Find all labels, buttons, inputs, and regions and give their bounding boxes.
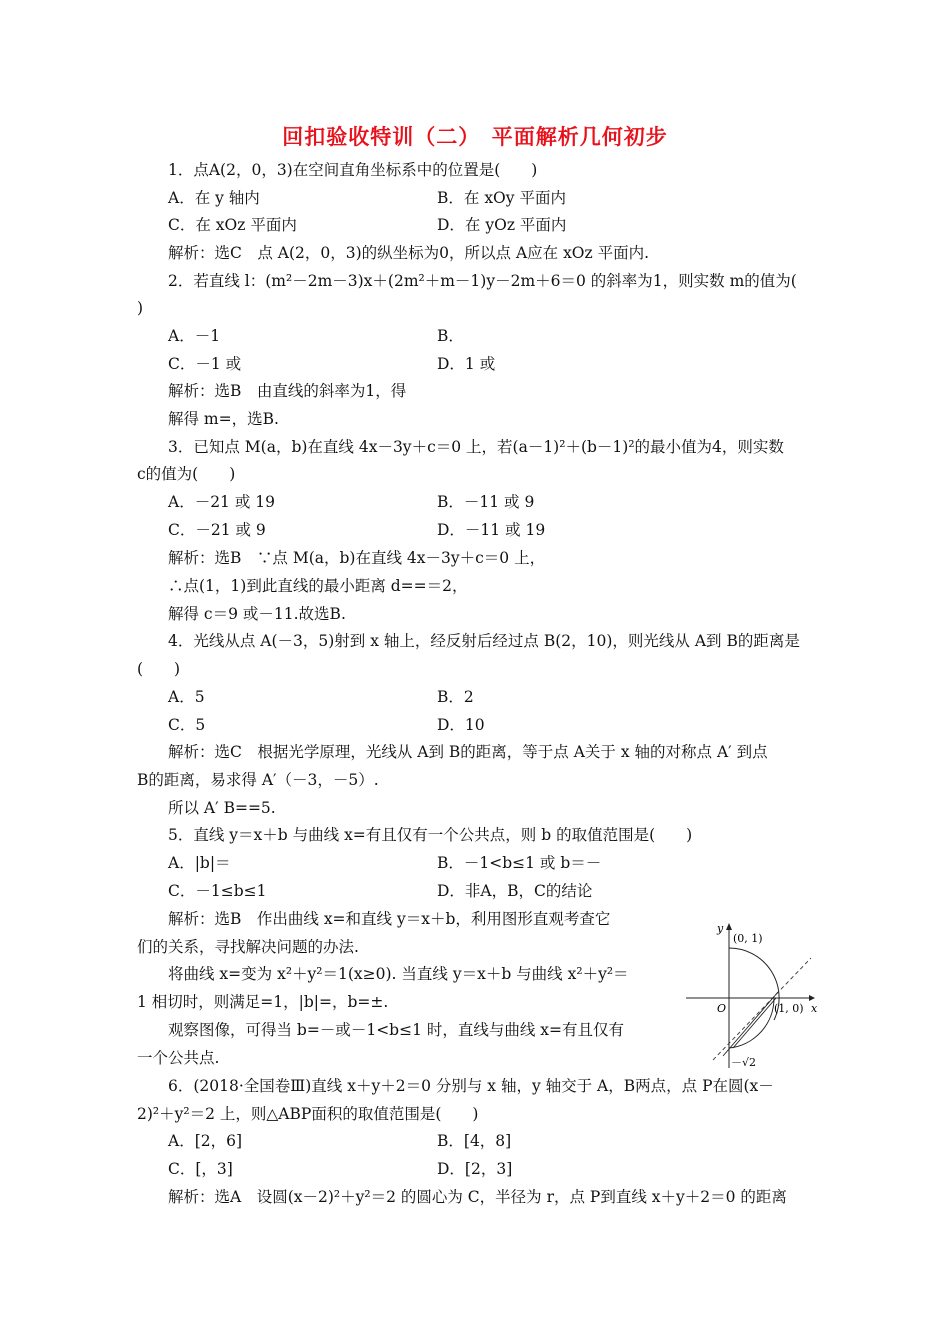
x-axis-label: x: [811, 1002, 818, 1015]
q5-option-b: B．－1<b≤1 或 b＝－: [437, 854, 602, 872]
question-3-continued: c的值为( ): [137, 465, 236, 483]
q3-option-a: A．－21 或 19: [168, 493, 275, 511]
q4-option-d: D．10: [437, 716, 485, 734]
q2-option-c: C．－1 或: [168, 355, 242, 373]
question-3: 3．已知点 M(a，b)在直线 4x－3y＋c＝0 上，若(a－1)²＋(b－1)²的最小值为4，则实数: [168, 438, 784, 456]
y-axis-label: y: [717, 922, 724, 935]
point-top-label: (0, 1): [733, 932, 763, 945]
semicircle-curve: [729, 948, 779, 1020]
q3-solution-1: 解析：选B ∵点 M(a，b)在直线 4x－3y＋c＝0 上，: [168, 549, 546, 567]
q1-option-d: D．在 yOz 平面内: [437, 216, 567, 234]
q2-option-d: D．1 或: [437, 355, 496, 373]
question-4: 4．光线从点 A(－3，5)射到 x 轴上，经反射后经过点 B(2，10)，则光线从 A到 B的距离是: [168, 632, 800, 650]
q2-solution-2: 解得 m=，选B.: [168, 410, 279, 428]
q6-option-a: A．[2，6]: [168, 1132, 243, 1150]
q5-option-d: D．非A，B，C的结论: [437, 882, 593, 900]
origin-label: O: [717, 1002, 727, 1015]
q3-solution-2: ∴点(1，1)到此直线的最小距离 d==＝2，: [168, 577, 468, 595]
line-through-point: [733, 998, 776, 1048]
question-4-continued: ( ): [137, 660, 181, 678]
q1-solution: 解析：选C 点 A(2，0，3)的纵坐标为0，所以点 A应在 xOz 平面内.: [168, 244, 650, 262]
q5-solution-6: 一个公共点.: [137, 1049, 220, 1067]
q4-solution-3: 所以 A′ B==5.: [168, 799, 276, 817]
q6-option-b: B．[4，8]: [437, 1132, 512, 1150]
question-6-continued: 2)²＋y²＝2 上，则△ABP面积的取值范围是( ): [137, 1105, 479, 1123]
q2-solution-1: 解析：选B 由直线的斜率为1，得: [168, 382, 407, 400]
q2-option-b: B．: [437, 327, 464, 345]
q5-solution-5: 观察图像，可得当 b=－或－1<b≤1 时，直线与曲线 x=有且仅有: [168, 1021, 625, 1039]
q4-option-b: B．2: [437, 688, 474, 706]
q5-option-a: A．|b|＝: [168, 854, 231, 872]
q4-option-a: A．5: [168, 688, 205, 706]
point-right-label: (1, 0): [774, 1002, 804, 1015]
q3-option-d: D．－11 或 19: [437, 521, 546, 539]
q4-solution-2: B的距离，易求得 A′（－3，－5）.: [137, 771, 379, 789]
q5-solution-3: 将曲线 x=变为 x²＋y²＝1(x≥0). 当直线 y＝x＋b 与曲线 x²＋y²＝: [168, 965, 629, 983]
bottom-label: －√2: [731, 1056, 757, 1069]
q3-option-c: C．－21 或 9: [168, 521, 266, 539]
question-6: 6．(2018·全国卷Ⅲ)直线 x＋y＋2＝0 分别与 x 轴，y 轴交于 A，B两点，点 P在圆(x－: [168, 1077, 774, 1095]
q6-option-c: C．[，3]: [168, 1160, 233, 1178]
question-5: 5．直线 y＝x＋b 与曲线 x=有且仅有一个公共点，则 b 的取值范围是( ): [168, 826, 693, 844]
q1-option-b: B．在 xOy 平面内: [437, 189, 566, 207]
q5-figure: [683, 920, 818, 1070]
q3-option-b: B．－11 或 9: [437, 493, 535, 511]
q1-option-a: A．在 y 轴内: [168, 189, 260, 207]
q5-solution-2: 们的关系，寻找解决问题的办法.: [137, 938, 359, 956]
q4-solution-1: 解析：选C 根据光学原理，光线从 A到 B的距离，等于点 A关于 x 轴的对称点 A′ 到点: [168, 743, 768, 761]
q5-solution-4: 1 相切时，则满足=1，|b|=，b=±.: [137, 993, 389, 1011]
page-title: 回扣验收特训（二） 平面解析几何初步: [282, 125, 668, 149]
q2-option-a: A．－1: [168, 327, 221, 345]
q5-option-c: C．－1≤b≤1: [168, 882, 267, 900]
q6-solution: 解析：选A 设圆(x－2)²＋y²＝2 的圆心为 C，半径为 r，点 P到直线 x＋y＋2＝0 的距离: [168, 1188, 787, 1206]
question-1: 1．点A(2，0，3)在空间直角坐标系中的位置是( ): [168, 161, 538, 179]
q4-option-c: C．5: [168, 716, 206, 734]
question-2-continued: ): [137, 299, 144, 317]
tangent-line: [723, 992, 778, 1056]
q6-option-d: D．[2，3]: [437, 1160, 513, 1178]
question-2: 2．若直线 l：(m²－2m－3)x＋(2m²＋m－1)y－2m＋6＝0 的斜率为1，则实数 m的值为(: [168, 272, 797, 290]
q5-solution-1: 解析：选B 作出曲线 x=和直线 y＝x＋b，利用图形直观考查它: [168, 910, 611, 928]
q1-option-c: C．在 xOz 平面内: [168, 216, 297, 234]
q3-solution-3: 解得 c＝9 或－11.故选B.: [168, 605, 346, 623]
